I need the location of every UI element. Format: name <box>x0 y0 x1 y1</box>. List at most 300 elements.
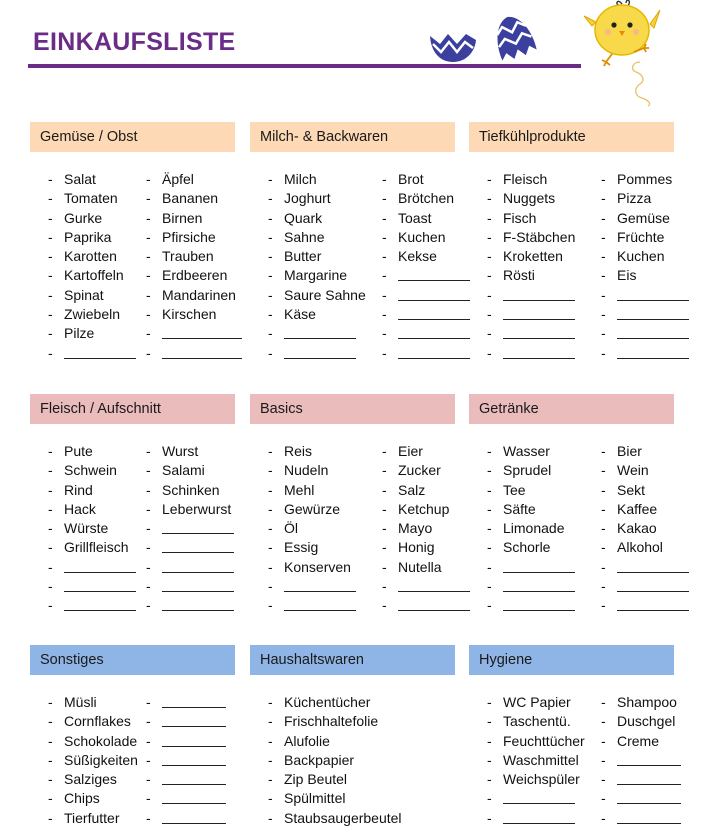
item-label: Saure Sahne <box>284 286 366 303</box>
bullet: - <box>268 443 273 459</box>
item-label: Joghurt <box>284 190 331 207</box>
bullet: - <box>487 713 492 730</box>
item-label: Fleisch <box>503 171 548 187</box>
bullet: - <box>487 481 492 498</box>
bullet: - <box>146 790 151 807</box>
bullet: - <box>48 713 53 730</box>
item-label: Sekt <box>617 481 646 498</box>
blank-underline <box>503 319 575 320</box>
bullet: - <box>268 790 273 807</box>
bullet: - <box>48 732 53 749</box>
item-label: Tomaten <box>64 190 118 207</box>
bullet: - <box>48 462 53 479</box>
bullet: - <box>146 578 151 595</box>
item-label: Schinken <box>162 481 220 498</box>
item-label: Limonade <box>503 520 565 537</box>
blank-underline <box>503 338 575 339</box>
bullet: - <box>601 248 606 265</box>
blank-underline <box>503 572 575 573</box>
item-label: Essig <box>284 539 319 556</box>
bullet: - <box>601 539 606 556</box>
item-label: Würste <box>64 520 109 537</box>
item-label: Taschentü. <box>503 713 571 730</box>
section-header: Sonstiges <box>30 645 235 675</box>
bullet: - <box>146 248 151 265</box>
item-label: Erdbeeren <box>162 267 228 284</box>
item-label: Käse <box>284 306 316 323</box>
bullet: - <box>146 344 151 361</box>
item-label: Gewürze <box>284 500 341 517</box>
bullet: - <box>146 306 151 323</box>
bullet: - <box>601 171 606 187</box>
section-list <box>469 170 674 363</box>
bullet: - <box>268 344 273 361</box>
section-header: Getränke <box>469 394 674 424</box>
bullet: - <box>601 481 606 498</box>
item-label: Feuchttücher <box>503 732 585 749</box>
blank-underline <box>162 707 226 708</box>
item-label: Schokolade <box>64 732 138 749</box>
bullet: - <box>268 597 273 614</box>
blank-underline <box>64 591 136 592</box>
bullet: - <box>268 578 273 595</box>
section-1 <box>30 122 235 363</box>
bullet: - <box>268 694 273 710</box>
item-label: Pommes <box>617 171 673 187</box>
bullet: - <box>48 171 53 187</box>
blank-underline <box>503 823 575 824</box>
bullet: - <box>382 306 387 323</box>
bullet: - <box>146 539 151 556</box>
bullet: - <box>146 481 151 498</box>
section-header: Haushaltswaren <box>250 645 455 675</box>
bullet: - <box>48 597 53 614</box>
item-label: Brötchen <box>398 190 455 207</box>
bullet: - <box>48 751 53 768</box>
bullet: - <box>601 306 606 323</box>
bullet: - <box>382 267 387 284</box>
blank-underline <box>162 746 226 747</box>
bullet: - <box>601 771 606 788</box>
item-label: Tee <box>503 481 526 498</box>
bullet: - <box>48 520 53 537</box>
item-label: Spinat <box>64 286 104 303</box>
item-label: Zwiebeln <box>64 306 121 323</box>
bullet: - <box>382 286 387 303</box>
blank-underline <box>503 610 575 611</box>
blank-underline <box>162 765 226 766</box>
blank-underline <box>162 572 234 573</box>
bullet: - <box>601 209 606 226</box>
bullet: - <box>487 500 492 517</box>
item-label: Zip Beutel <box>284 771 348 788</box>
blank-underline <box>64 610 136 611</box>
bullet: - <box>146 732 151 749</box>
item-label: Rind <box>64 481 93 498</box>
bullet: - <box>146 597 151 614</box>
bullet: - <box>146 771 151 788</box>
bullet: - <box>487 209 492 226</box>
bullet: - <box>146 809 151 826</box>
egg-shell-bottom-icon <box>428 30 478 64</box>
section-2 <box>250 122 455 363</box>
section-9 <box>469 645 677 828</box>
bullet: - <box>382 481 387 498</box>
title-underline <box>28 64 581 68</box>
egg-shell-top-icon <box>490 12 538 64</box>
bullet: - <box>268 267 273 284</box>
blank-underline <box>162 726 226 727</box>
bullet: - <box>268 248 273 265</box>
item-label: Salami <box>162 462 205 479</box>
item-label: Kartoffeln <box>64 267 124 284</box>
item-label: Eier <box>398 443 423 459</box>
bullet: - <box>268 539 273 556</box>
item-label: Hack <box>64 500 96 517</box>
item-label: WC Papier <box>503 694 571 710</box>
item-label: Trauben <box>162 248 214 265</box>
blank-underline <box>284 338 356 339</box>
section-header: Fleisch / Aufschnitt <box>30 394 235 424</box>
item-label: Margarine <box>284 267 348 284</box>
blank-underline <box>617 803 681 804</box>
bullet: - <box>48 790 53 807</box>
section-5 <box>250 394 455 616</box>
section-list <box>30 442 235 616</box>
item-label: Quark <box>284 209 323 226</box>
item-label: Küchentücher <box>284 694 371 710</box>
item-label: Eis <box>617 267 637 284</box>
item-label: Chips <box>64 790 100 807</box>
bullet: - <box>48 306 53 323</box>
section-header: Hygiene <box>469 645 674 675</box>
bullet: - <box>601 286 606 303</box>
item-label: Zucker <box>398 462 441 479</box>
bullet: - <box>382 344 387 361</box>
item-label: Nuggets <box>503 190 556 207</box>
bullet: - <box>487 751 492 768</box>
item-label: Bananen <box>162 190 219 207</box>
item-label: Mandarinen <box>162 286 236 303</box>
bullet: - <box>268 751 273 768</box>
bullet: - <box>601 267 606 284</box>
blank-underline <box>162 552 234 553</box>
item-label: Brot <box>398 171 424 187</box>
section-header: Basics <box>250 394 455 424</box>
item-label: Kakao <box>617 520 657 537</box>
item-label: Creme <box>617 732 660 749</box>
blank-underline <box>617 572 689 573</box>
bullet: - <box>268 228 273 245</box>
item-label: Müsli <box>64 694 97 710</box>
bullet: - <box>146 209 151 226</box>
bullet: - <box>487 171 492 187</box>
blank-underline <box>617 358 689 359</box>
item-label: Butter <box>284 248 322 265</box>
bullet: - <box>601 344 606 361</box>
item-label: Alkohol <box>617 539 663 556</box>
item-label: Karotten <box>64 248 117 265</box>
item-label: Weichspüler <box>503 771 580 788</box>
bullet: - <box>146 462 151 479</box>
bullet: - <box>487 732 492 749</box>
bullet: - <box>487 443 492 459</box>
bullet: - <box>601 809 606 826</box>
item-label: Shampoo <box>617 694 677 710</box>
bullet: - <box>146 558 151 575</box>
item-label: Schorle <box>503 539 551 556</box>
page-title: EINKAUFSLISTE <box>33 28 236 56</box>
bullet: - <box>268 500 273 517</box>
bullet: - <box>268 558 273 575</box>
bullet: - <box>487 578 492 595</box>
item-label: Fisch <box>503 209 537 226</box>
blank-underline <box>503 300 575 301</box>
bullet: - <box>268 713 273 730</box>
item-label: Mehl <box>284 481 315 498</box>
bullet: - <box>487 694 492 710</box>
bullet: - <box>382 539 387 556</box>
blank-underline <box>162 823 226 824</box>
item-label: Nutella <box>398 558 442 575</box>
item-label: Schwein <box>64 462 117 479</box>
item-label: Sprudel <box>503 462 552 479</box>
item-label: Früchte <box>617 228 665 245</box>
blank-underline <box>617 823 681 824</box>
bullet: - <box>601 462 606 479</box>
item-label: Spülmittel <box>284 790 346 807</box>
item-label: Kirschen <box>162 306 217 323</box>
item-label: Grillfleisch <box>64 539 129 556</box>
bullet: - <box>487 539 492 556</box>
bullet: - <box>487 558 492 575</box>
blank-underline <box>617 765 681 766</box>
bullet: - <box>146 171 151 187</box>
bullet: - <box>601 520 606 537</box>
blank-underline <box>398 280 470 281</box>
bullet: - <box>48 809 53 826</box>
item-label: Reis <box>284 443 313 459</box>
bullet: - <box>48 248 53 265</box>
bullet: - <box>382 578 387 595</box>
section-list <box>250 693 455 828</box>
blank-underline <box>162 358 242 359</box>
item-label: Birnen <box>162 209 203 226</box>
blank-underline <box>284 610 356 611</box>
item-label: Pute <box>64 443 93 459</box>
bullet: - <box>48 443 53 459</box>
section-list <box>30 693 235 828</box>
blank-underline <box>162 803 226 804</box>
item-label: Konserven <box>284 558 351 575</box>
item-label: Waschmittel <box>503 751 579 768</box>
item-label: Paprika <box>64 228 112 245</box>
item-label: Salz <box>398 481 426 498</box>
blank-underline <box>162 533 234 534</box>
bullet: - <box>382 209 387 226</box>
blank-underline <box>162 338 242 339</box>
blank-underline <box>162 591 234 592</box>
bullet: - <box>487 286 492 303</box>
section-header: Tiefkühlprodukte <box>469 122 674 152</box>
bullet: - <box>146 325 151 342</box>
bullet: - <box>268 732 273 749</box>
item-label: Wurst <box>162 443 199 459</box>
bullet: - <box>382 190 387 207</box>
item-label: Honig <box>398 539 435 556</box>
bullet: - <box>48 481 53 498</box>
item-label: Kuchen <box>617 248 665 265</box>
bullet: - <box>146 694 151 710</box>
blank-underline <box>398 591 470 592</box>
bullet: - <box>268 306 273 323</box>
item-label: Bier <box>617 443 642 459</box>
bullet: - <box>601 597 606 614</box>
blank-underline <box>398 300 470 301</box>
item-label: Nudeln <box>284 462 329 479</box>
bullet: - <box>601 713 606 730</box>
chick-icon <box>582 0 662 108</box>
item-label: Ketchup <box>398 500 450 517</box>
bullet: - <box>146 267 151 284</box>
bullet: - <box>382 462 387 479</box>
item-label: Salat <box>64 171 96 187</box>
item-label: Leberwurst <box>162 500 232 517</box>
item-label: Rösti <box>503 267 535 284</box>
bullet: - <box>601 325 606 342</box>
bullet: - <box>268 325 273 342</box>
bullet: - <box>48 500 53 517</box>
section-3 <box>469 122 674 363</box>
bullet: - <box>146 751 151 768</box>
bullet: - <box>382 597 387 614</box>
bullet: - <box>48 558 53 575</box>
bullet: - <box>48 209 53 226</box>
bullet: - <box>268 171 273 187</box>
item-label: Tierfutter <box>64 809 120 826</box>
blank-underline <box>617 591 689 592</box>
blank-underline <box>398 338 470 339</box>
item-label: Kroketten <box>503 248 563 265</box>
item-label: Frischhaltefolie <box>284 713 379 730</box>
item-label: Wein <box>617 462 649 479</box>
item-label: Kaffee <box>617 500 658 517</box>
bullet: - <box>48 694 53 710</box>
section-header: Milch- & Backwaren <box>250 122 455 152</box>
blank-underline <box>398 319 470 320</box>
section-list <box>250 442 455 616</box>
section-list <box>30 170 235 363</box>
bullet: - <box>601 558 606 575</box>
item-label: Cornflakes <box>64 713 131 730</box>
bullet: - <box>487 228 492 245</box>
bullet: - <box>601 578 606 595</box>
bullet: - <box>382 228 387 245</box>
item-label: Gemüse <box>617 209 670 226</box>
bullet: - <box>382 443 387 459</box>
blank-underline <box>162 784 226 785</box>
blank-underline <box>64 572 136 573</box>
item-label: Kuchen <box>398 228 446 245</box>
bullet: - <box>487 190 492 207</box>
item-label: Säfte <box>503 500 536 517</box>
bullet: - <box>146 443 151 459</box>
blank-underline <box>617 319 689 320</box>
bullet: - <box>487 520 492 537</box>
blank-underline <box>617 610 689 611</box>
item-label: Äpfel <box>162 171 194 187</box>
bullet: - <box>601 443 606 459</box>
bullet: - <box>146 190 151 207</box>
bullet: - <box>382 520 387 537</box>
section-7 <box>30 645 235 828</box>
bullet: - <box>487 597 492 614</box>
bullet: - <box>601 751 606 768</box>
bullet: - <box>487 790 492 807</box>
bullet: - <box>487 306 492 323</box>
bullet: - <box>48 325 53 342</box>
bullet: - <box>48 539 53 556</box>
bullet: - <box>268 462 273 479</box>
item-label: Wasser <box>503 443 550 459</box>
item-label: Toast <box>398 209 432 226</box>
bullet: - <box>268 771 273 788</box>
blank-underline <box>617 338 689 339</box>
bullet: - <box>487 267 492 284</box>
blank-underline <box>284 358 356 359</box>
bullet: - <box>487 462 492 479</box>
section-4 <box>30 394 235 616</box>
bullet: - <box>268 809 273 826</box>
bullet: - <box>268 209 273 226</box>
blank-underline <box>503 358 575 359</box>
bullet: - <box>48 578 53 595</box>
section-6 <box>469 394 674 616</box>
bullet: - <box>48 286 53 303</box>
bullet: - <box>146 228 151 245</box>
bullet: - <box>601 190 606 207</box>
bullet: - <box>146 286 151 303</box>
item-label: Pilze <box>64 325 95 342</box>
bullet: - <box>268 520 273 537</box>
bullet: - <box>268 286 273 303</box>
item-label: Alufolie <box>284 732 330 749</box>
bullet: - <box>48 228 53 245</box>
bullet: - <box>48 190 53 207</box>
item-label: F-Stäbchen <box>503 228 576 245</box>
section-list <box>250 170 455 363</box>
blank-underline <box>503 591 575 592</box>
section-header: Gemüse / Obst <box>30 122 235 152</box>
bullet: - <box>146 713 151 730</box>
item-label: Süßigkeiten <box>64 751 138 768</box>
section-list <box>469 693 677 828</box>
bullet: - <box>601 694 606 710</box>
item-label: Sahne <box>284 228 325 245</box>
item-label: Kekse <box>398 248 437 265</box>
item-label: Duschgel <box>617 713 676 730</box>
item-label: Milch <box>284 171 317 187</box>
bullet: - <box>601 790 606 807</box>
bullet: - <box>487 809 492 826</box>
bullet: - <box>601 228 606 245</box>
section-8 <box>250 645 455 828</box>
item-label: Backpapier <box>284 751 355 768</box>
section-list <box>469 442 674 616</box>
item-label: Salziges <box>64 771 117 788</box>
blank-underline <box>162 610 234 611</box>
item-label: Pfirsiche <box>162 228 216 245</box>
